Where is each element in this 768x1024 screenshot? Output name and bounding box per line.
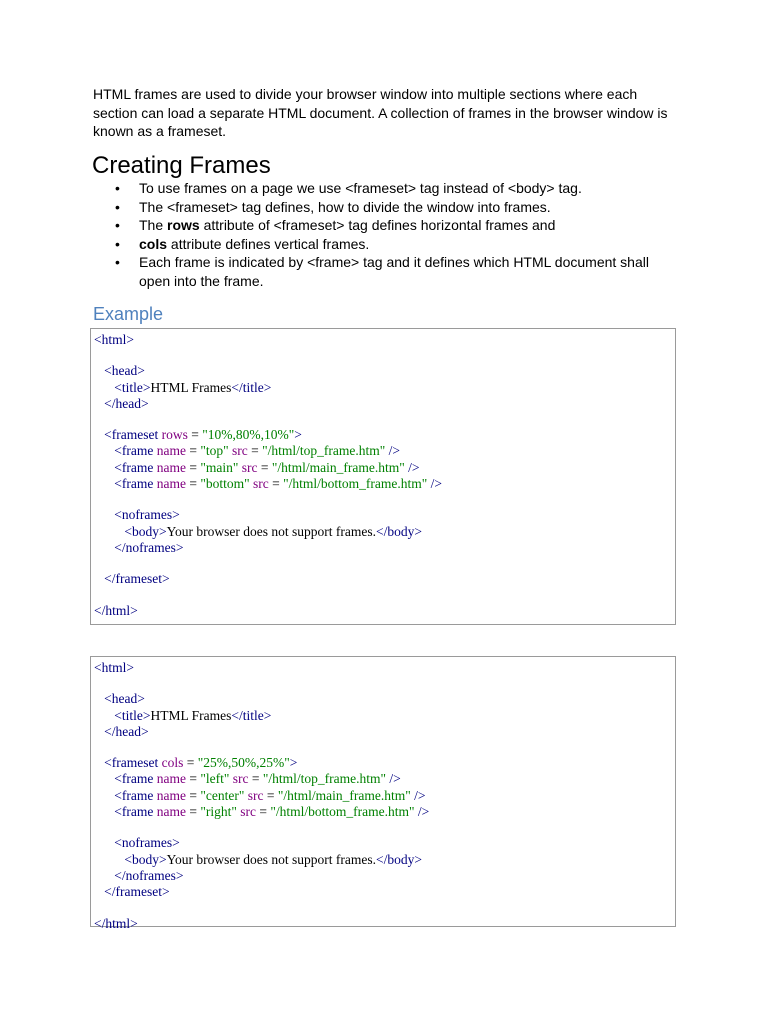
frame-name-attribute: name (156, 787, 186, 803)
frameset-tag-end: > (289, 755, 298, 771)
bullet-icon: • (115, 180, 120, 196)
code-line (94, 332, 675, 348)
frame-src-attribute: src (232, 771, 249, 787)
code-line (94, 524, 675, 540)
body-close-tag: </body> (375, 851, 422, 867)
frame-open-tag: <frame (114, 771, 154, 787)
html-open-tag: <html> (94, 660, 134, 675)
frame-close-tag: /> (417, 804, 430, 820)
bullet-icon: • (115, 254, 120, 270)
code-line (94, 884, 675, 900)
code-blank-line (94, 820, 675, 835)
code-blank-line (94, 740, 675, 755)
frame-close-tag: /> (408, 459, 420, 475)
example-heading: Example (93, 304, 164, 324)
code-blank-line (94, 492, 675, 507)
frame-name-value: "center" (200, 787, 245, 803)
head-open-tag: <head> (104, 691, 145, 707)
noframes-open-tag: <noframes> (114, 507, 180, 523)
frame-src-value: "/html/bottom_frame.htm" (283, 476, 428, 492)
noframes-open-tag: <noframes> (114, 835, 180, 851)
frame-close-tag: /> (414, 787, 426, 803)
list-item (93, 179, 683, 198)
frame-open-tag: <frame (114, 476, 154, 492)
code-line (94, 380, 675, 396)
frame-name-value: "right" (200, 804, 237, 820)
code-blank-line (94, 348, 675, 363)
frameset-close-tag: </frameset> (104, 884, 170, 900)
bullet-icon: • (115, 217, 120, 233)
head-close-tag: </head> (104, 395, 149, 411)
frame-src-attribute: src (241, 459, 258, 475)
frameset-attribute: rows (161, 427, 188, 443)
frameset-close-tag: </frameset> (104, 571, 170, 587)
list-item (93, 216, 683, 235)
frameset-attribute: cols (161, 755, 184, 771)
code-line: <frame name = "left" src = "/html/top_frame.htm" /> (114, 771, 401, 787)
list-item-text-pre: The (139, 217, 168, 233)
code-line (94, 571, 675, 587)
frame-src-attribute: src (232, 443, 248, 459)
list-item-keyword: cols (139, 235, 168, 252)
body-text: Your browser does not support frames. (166, 523, 376, 539)
title-close-tag: </title> (231, 379, 272, 395)
frame-open-tag: <frame (114, 459, 154, 475)
code-line: <frame name = "right" src = "/html/bottom_frame.htm" /> (114, 804, 430, 820)
frame-close-tag: /> (389, 771, 401, 787)
code-line (94, 916, 675, 932)
frameset-open-tag: <frameset (104, 755, 159, 771)
frame-close-tag: /> (430, 476, 443, 492)
frameset-tag-end: > (294, 427, 302, 443)
frame-name-attribute: name (156, 804, 186, 820)
frame-name-attribute: name (156, 459, 186, 475)
body-close-tag: </body> (375, 523, 422, 539)
frame-src-attribute: src (240, 804, 256, 820)
head-open-tag: <head> (104, 363, 145, 379)
code-line (94, 708, 675, 724)
frame-name-attribute: name (156, 771, 186, 787)
html-open-tag: <html> (94, 332, 134, 347)
code-line (94, 603, 675, 619)
code-blank-line (94, 412, 675, 427)
frame-name-value: "top" (200, 443, 229, 459)
title-open-tag: <title> (114, 379, 151, 395)
code-blank-line (94, 556, 675, 571)
list-item (93, 198, 683, 217)
frame-open-tag: <frame (114, 443, 154, 459)
code-line (94, 363, 675, 379)
frameset-value: "10%,80%,10%" (202, 427, 295, 443)
code-line (94, 507, 675, 523)
title-text: HTML Frames (150, 707, 232, 723)
html-close-tag: </html> (94, 915, 138, 931)
bullet-list (93, 179, 683, 290)
html-close-tag: </html> (94, 602, 138, 618)
title-close-tag: </title> (231, 707, 272, 723)
body-text: Your browser does not support frames. (166, 851, 376, 867)
list-item-text: To use frames on a page we use <frameset> tag instead of <body> tag. (139, 180, 582, 196)
noframes-close-tag: </noframes> (114, 867, 184, 883)
frame-name-value: "bottom" (200, 476, 250, 492)
code-line (94, 724, 675, 740)
code-line: <frameset rows = "10%,80%,10%"> (104, 427, 302, 443)
frame-src-attribute: src (253, 476, 269, 492)
frame-name-attribute: name (156, 476, 186, 492)
frame-open-tag: <frame (114, 787, 154, 803)
list-item-text-post: attribute defines vertical frames. (167, 235, 370, 252)
body-open-tag: <body> (124, 851, 167, 867)
section-heading: Creating Frames (92, 152, 271, 179)
code-line: <frame name = "center" src = "/html/main_frame.htm" /> (114, 787, 426, 803)
code-blank-line (94, 676, 675, 691)
code-line: <frame name = "bottom" src = "/html/bottom_frame.htm" /> (114, 476, 443, 492)
frame-name-value: "main" (200, 459, 239, 475)
code-line: <frame name = "top" src = "/html/top_frame.htm" /> (114, 443, 401, 459)
code-line: <frameset cols = "25%,50%,25%"> (104, 755, 298, 771)
bullet-icon: • (115, 235, 120, 252)
frame-src-attribute: src (247, 787, 264, 803)
list-item-keyword: rows (167, 217, 200, 233)
frame-src-value: "/html/top_frame.htm" (262, 771, 386, 787)
frame-src-value: "/html/main_frame.htm" (271, 459, 405, 475)
body-open-tag: <body> (124, 523, 167, 539)
intro-paragraph: HTML frames are used to divide your browser window into multiple sections where each section can load a separate HTML document. A collection of frames in the browser window is known as a frameset. (93, 86, 668, 139)
list-item-text-post: attribute of <frameset> tag defines horizontal frames and (199, 217, 556, 233)
frame-name-value: "left" (200, 771, 230, 787)
head-close-tag: </head> (104, 723, 149, 739)
code-line (94, 835, 675, 851)
list-item-text: The <frameset> tag defines, how to divide the window into frames. (139, 198, 551, 215)
code-line (94, 852, 675, 868)
code-line (94, 691, 675, 707)
frame-open-tag: <frame (114, 804, 154, 820)
frame-src-value: "/html/top_frame.htm" (262, 443, 386, 459)
frame-src-value: "/html/bottom_frame.htm" (270, 804, 415, 820)
code-block-cols (90, 656, 676, 931)
title-text: HTML Frames (150, 379, 232, 395)
code-block-rows (90, 328, 676, 625)
code-line: <frame name = "main" src = "/html/main_frame.htm" /> (114, 459, 420, 475)
list-item (93, 235, 683, 254)
title-open-tag: <title> (114, 707, 151, 723)
list-item (93, 253, 683, 290)
code-line (94, 396, 675, 412)
list-item-text: Each frame is indicated by <frame> tag and it defines which HTML document shall open into the frame. (139, 254, 649, 289)
frame-src-value: "/html/main_frame.htm" (277, 787, 411, 803)
bullet-icon: • (115, 198, 120, 215)
frameset-open-tag: <frameset (104, 427, 159, 443)
noframes-close-tag: </noframes> (114, 539, 184, 555)
code-line (94, 868, 675, 884)
code-blank-line (94, 901, 675, 916)
code-line (94, 660, 675, 676)
code-blank-line (94, 588, 675, 603)
frame-name-attribute: name (156, 443, 186, 459)
code-line (94, 540, 675, 556)
frameset-value: "25%,50%,25%" (197, 755, 290, 771)
frame-close-tag: /> (388, 443, 401, 459)
